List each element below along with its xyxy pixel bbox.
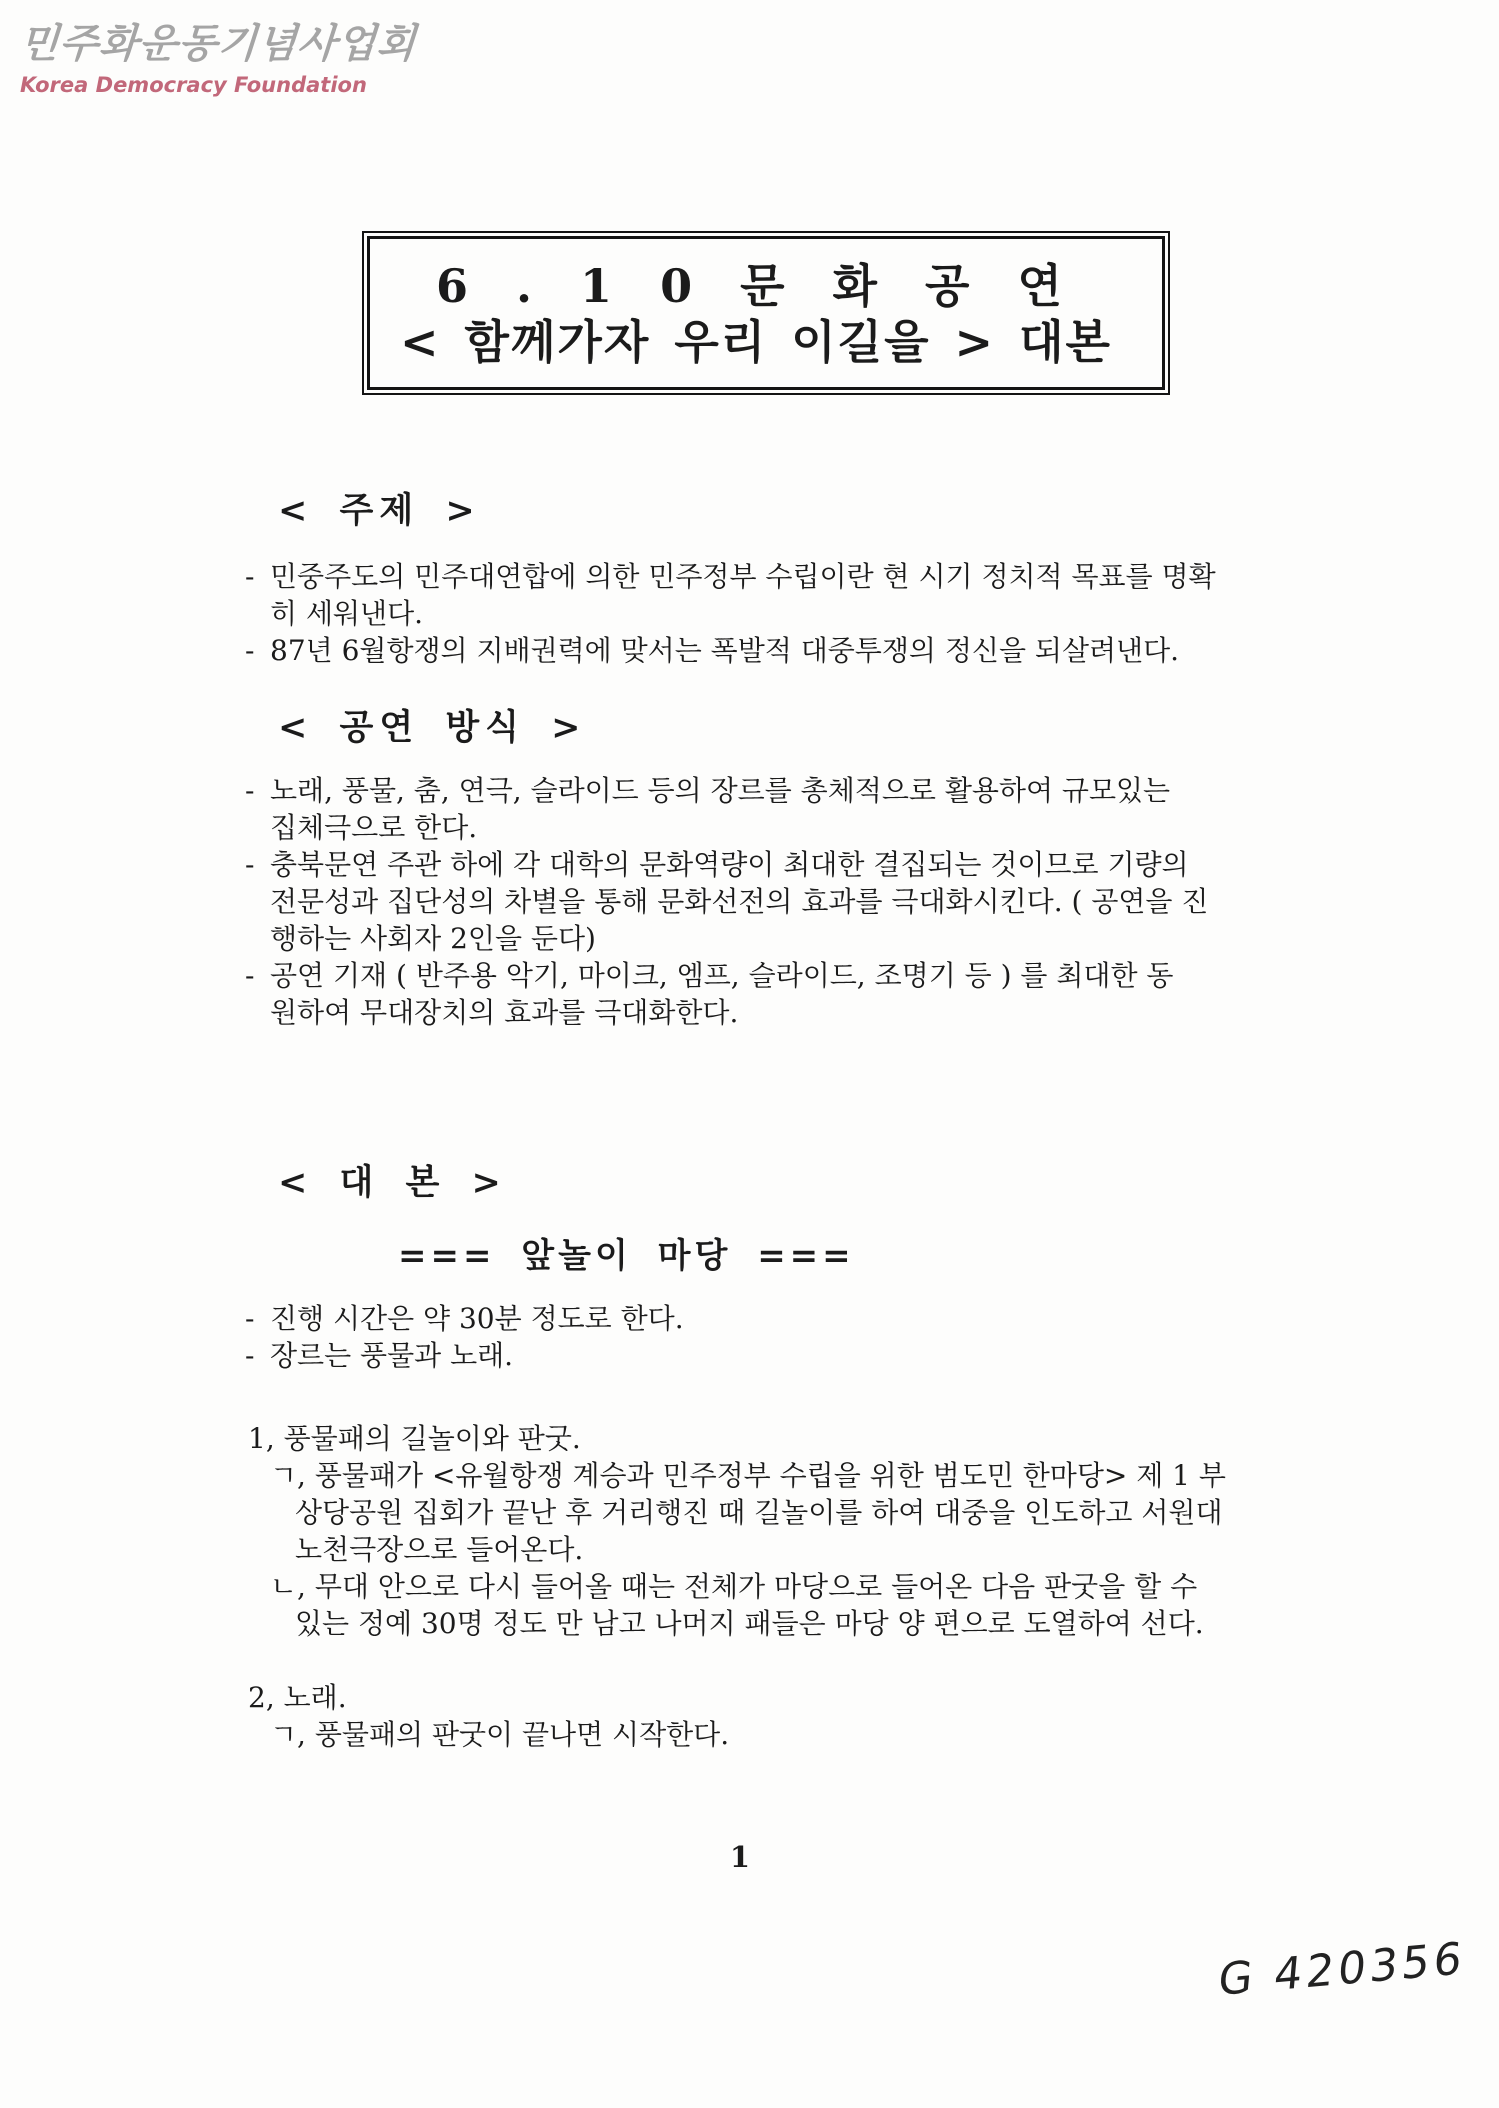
script-note-text: 진행 시간은 약 30분 정도로 한다.	[270, 1302, 684, 1335]
method-line-text: 행하는 사회자 2인을 둔다)	[270, 922, 596, 955]
theme-line	[245, 558, 1216, 595]
dash-bullet: -	[245, 560, 255, 593]
foundation-logo-english: Korea Democracy Foundation	[20, 73, 367, 97]
method-line	[245, 957, 1208, 994]
script-item-line: 있는 정예 30명 정도 만 남고 나머지 패들은 마당 양 편으로 도열하여 선다.	[295, 1607, 1204, 1640]
theme-line	[245, 595, 1216, 632]
script-notes	[245, 1300, 684, 1374]
dash-bullet: -	[245, 848, 255, 881]
method-line	[245, 920, 1208, 957]
method-line-text: 노래, 풍물, 춤, 연극, 슬라이드 등의 장르를 총체적으로 활용하여 규모있는	[270, 774, 1171, 807]
theme-section	[245, 558, 1216, 669]
script-item-line: 1, 풍물패의 길놀이와 판굿.	[248, 1422, 581, 1455]
method-heading: < 공연 방식 >	[278, 707, 587, 748]
dash-bullet: -	[245, 1302, 255, 1335]
document-title-line2: < 함께가자 우리 이길을 > 대본	[400, 315, 1112, 369]
method-line-text: 집체극으로 한다.	[270, 811, 478, 844]
spacer-line	[245, 1642, 1226, 1679]
theme-line-text: 히 세워낸다.	[270, 597, 424, 630]
method-line-text: 충북문연 주관 하에 각 대학의 문화역량이 최대한 결집되는 것이므로 기량의	[270, 848, 1189, 881]
method-line	[245, 883, 1208, 920]
dash-bullet: -	[245, 634, 255, 667]
foundation-logo	[20, 12, 416, 97]
script-subheading: === 앞놀이 마당 ===	[398, 1236, 855, 1276]
method-line	[245, 994, 1208, 1031]
script-item-line: ㄱ, 풍물패가 <유월항쟁 계승과 민주정부 수립을 위한 범도민 한마당> 제 1 부	[270, 1459, 1226, 1492]
page-number: 1	[729, 1840, 751, 1874]
script-item-line: 상당공원 집회가 끝난 후 거리행진 때 길놀이를 하여 대중을 인도하고 서원대	[295, 1496, 1223, 1529]
script-note-text: 장르는 풍물과 노래.	[270, 1339, 514, 1372]
script-heading: < 대 본 >	[278, 1162, 507, 1203]
foundation-logo-korean: 민주화운동기념사업회	[18, 20, 418, 67]
dash-bullet: -	[245, 1339, 255, 1372]
theme-line-text: 87년 6월항쟁의 지배권력에 맞서는 폭발적 대중투쟁의 정신을 되살려낸다.	[270, 634, 1180, 667]
script-item-line: ㄴ, 무대 안으로 다시 들어올 때는 전체가 마당으로 들어온 다음 판굿을 할 수	[270, 1570, 1198, 1603]
dash-bullet: -	[245, 774, 255, 807]
title-box-inner	[367, 236, 1165, 390]
dash-bullet: -	[245, 959, 255, 992]
handwritten-archive-code: G 420356	[1216, 1932, 1468, 2007]
method-line	[245, 772, 1208, 809]
method-line-text: 공연 기재 ( 반주용 악기, 마이크, 엠프, 슬라이드, 조명기 등 ) 를 최대한 동	[270, 959, 1174, 992]
script-note-line	[245, 1337, 684, 1374]
document-title-line1: 6 . 1 0 문 화 공 연	[436, 259, 1076, 313]
script-item-line: ㄱ, 풍물패의 판굿이 끝나면 시작한다.	[270, 1718, 730, 1751]
method-line-text: 전문성과 집단성의 차별을 통해 문화선전의 효과를 극대화시킨다. ( 공연을 진	[270, 885, 1209, 918]
theme-heading: < 주제 >	[278, 490, 481, 531]
method-section	[245, 772, 1208, 1031]
method-line	[245, 809, 1208, 846]
method-line	[245, 846, 1208, 883]
script-item-line: 노천극장으로 들어온다.	[295, 1533, 584, 1566]
title-box	[362, 231, 1170, 395]
script-items	[245, 1420, 1226, 1753]
script-item-line: 2, 노래.	[248, 1681, 347, 1714]
theme-line-text: 민중주도의 민주대연합에 의한 민주정부 수립이란 현 시기 정치적 목표를 명확	[270, 560, 1216, 593]
theme-line	[245, 632, 1216, 669]
script-note-line	[245, 1300, 684, 1337]
method-line-text: 원하여 무대장치의 효과를 극대화한다.	[270, 996, 739, 1029]
